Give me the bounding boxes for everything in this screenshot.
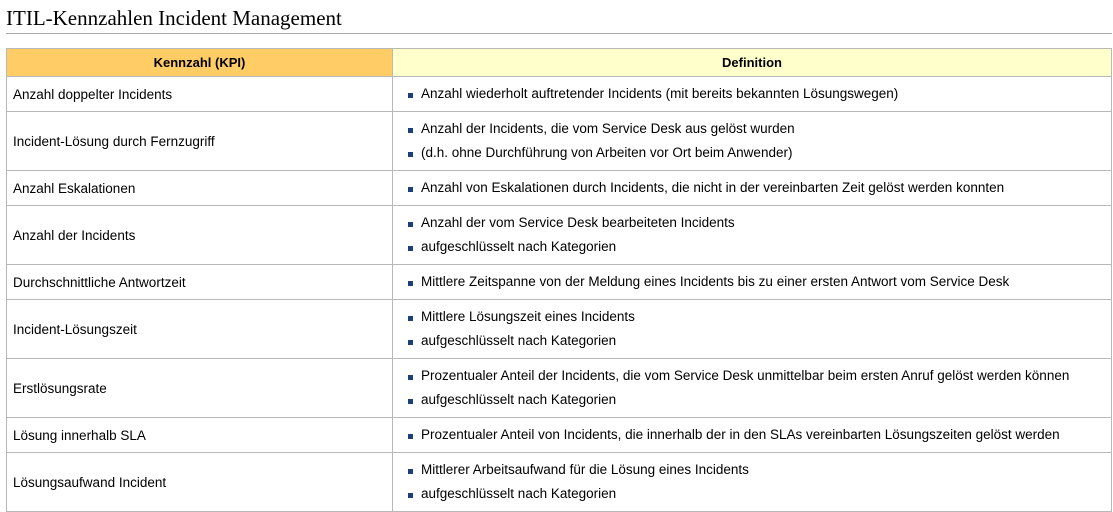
definition-column-header: Definition — [393, 49, 1112, 77]
definition-list — [407, 423, 1105, 447]
definition-cell — [393, 265, 1112, 300]
definition-list-item: aufgeschlüsselt nach Kategorien — [407, 388, 1105, 412]
kpi-table — [6, 48, 1112, 512]
definition-cell — [393, 171, 1112, 206]
kpi-column-header: Kennzahl (KPI) — [7, 49, 393, 77]
definition-cell — [393, 453, 1112, 512]
definition-list-item: Anzahl wiederholt auftretender Incidents (mit bereits bekannten Lösungswegen) — [407, 82, 1105, 106]
definition-cell — [393, 112, 1112, 171]
table-row — [7, 453, 1112, 512]
table-row — [7, 171, 1112, 206]
definition-cell — [393, 300, 1112, 359]
definition-list-item: Anzahl der Incidents, die vom Service Desk aus gelöst wurden — [407, 117, 1105, 141]
kpi-name-cell: Durchschnittliche Antwortzeit — [7, 265, 393, 300]
table-row — [7, 300, 1112, 359]
table-row — [7, 112, 1112, 171]
table-header-row — [7, 49, 1112, 77]
kpi-name-cell: Lösung innerhalb SLA — [7, 418, 393, 453]
page-title: ITIL-Kennzahlen Incident Management — [6, 4, 1112, 34]
definition-list — [407, 211, 1105, 259]
definition-list-item: Mittlere Lösungszeit eines Incidents — [407, 305, 1105, 329]
table-row — [7, 77, 1112, 112]
table-row — [7, 206, 1112, 265]
definition-list-item: Mittlerer Arbeitsaufwand für die Lösung eines Incidents — [407, 458, 1105, 482]
kpi-name-cell: Lösungsaufwand Incident — [7, 453, 393, 512]
table-row — [7, 418, 1112, 453]
definition-list-item: (d.h. ohne Durchführung von Arbeiten vor Ort beim Anwender) — [407, 141, 1105, 165]
definition-list — [407, 458, 1105, 506]
definition-list — [407, 364, 1105, 412]
definition-list-item: Anzahl von Eskalationen durch Incidents, die nicht in der vereinbarten Zeit gelöst werden konnten — [407, 176, 1105, 200]
table-body — [7, 77, 1112, 512]
definition-cell — [393, 359, 1112, 418]
definition-cell — [393, 77, 1112, 112]
definition-list — [407, 82, 1105, 106]
kpi-name-cell: Incident-Lösung durch Fernzugriff — [7, 112, 393, 171]
definition-list-item: aufgeschlüsselt nach Kategorien — [407, 235, 1105, 259]
kpi-name-cell: Erstlösungsrate — [7, 359, 393, 418]
definition-list-item: Anzahl der vom Service Desk bearbeiteten Incidents — [407, 211, 1105, 235]
definition-cell — [393, 418, 1112, 453]
definition-list-item: Mittlere Zeitspanne von der Meldung eines Incidents bis zu einer ersten Antwort vom Service Desk — [407, 270, 1105, 294]
definition-list-item: Prozentualer Anteil der Incidents, die vom Service Desk unmittelbar beim ersten Anruf gelöst werden können — [407, 364, 1105, 388]
definition-list-item: aufgeschlüsselt nach Kategorien — [407, 482, 1105, 506]
kpi-name-cell: Anzahl doppelter Incidents — [7, 77, 393, 112]
definition-list-item: Prozentualer Anteil von Incidents, die innerhalb der in den SLAs vereinbarten Lösungszeiten gelöst werden — [407, 423, 1105, 447]
definition-list — [407, 270, 1105, 294]
kpi-name-cell: Incident-Lösungszeit — [7, 300, 393, 359]
definition-list — [407, 305, 1105, 353]
kpi-name-cell: Anzahl der Incidents — [7, 206, 393, 265]
kpi-name-cell: Anzahl Eskalationen — [7, 171, 393, 206]
definition-list — [407, 176, 1105, 200]
definition-list — [407, 117, 1105, 165]
definition-cell — [393, 206, 1112, 265]
table-row — [7, 359, 1112, 418]
table-row — [7, 265, 1112, 300]
definition-list-item: aufgeschlüsselt nach Kategorien — [407, 329, 1105, 353]
